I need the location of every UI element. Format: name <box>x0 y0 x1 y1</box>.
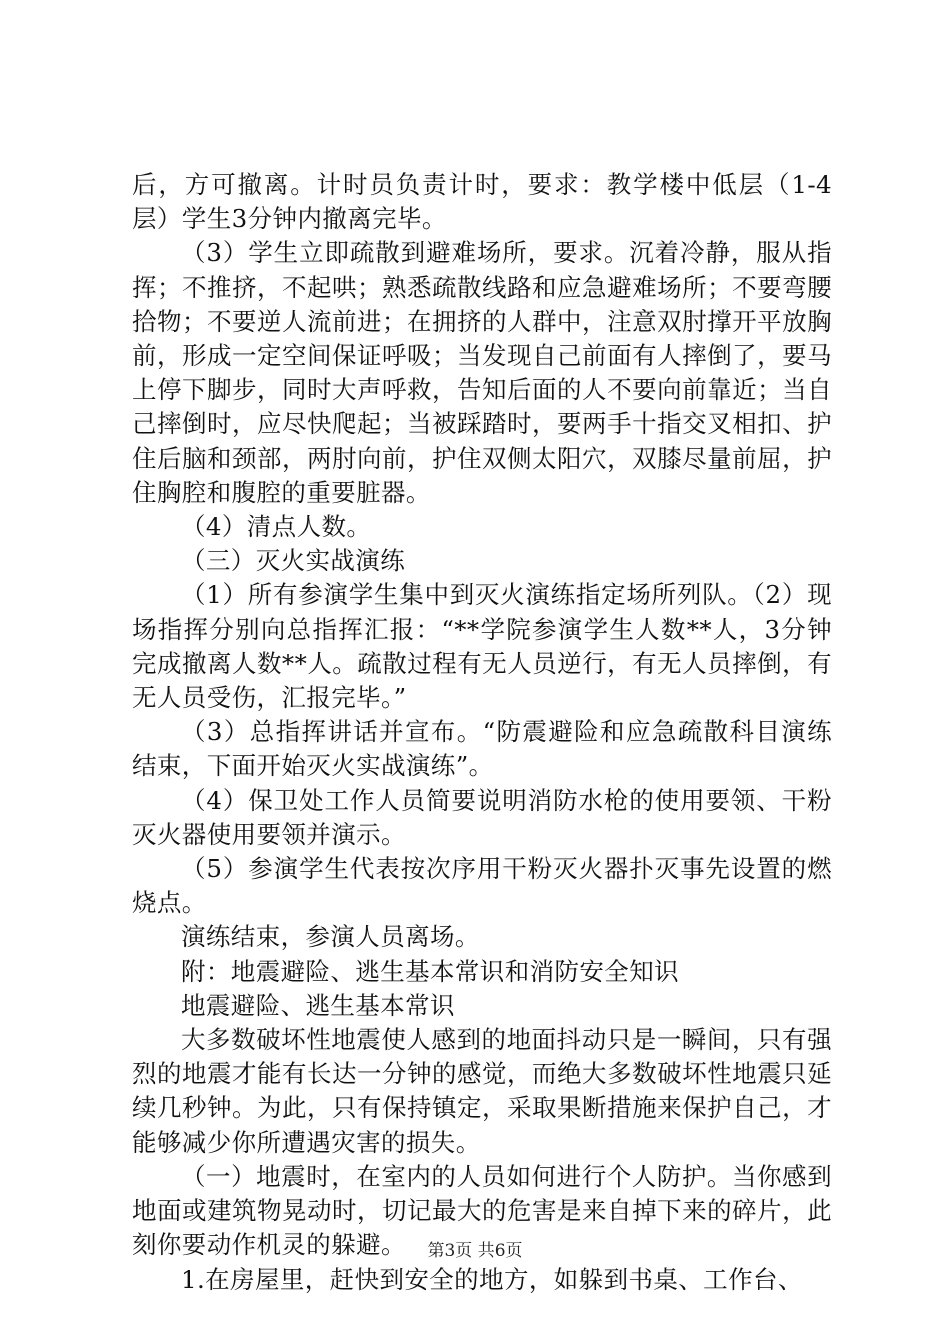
paragraph: 1.在房屋里，赶快到安全的地方，如躲到书桌、工作台、 <box>181 1264 803 1294</box>
paragraph: （1）所有参演学生集中到灭火演练指定场所列队。（2）现场指挥分别向总指挥汇报：“**学院参演学生人数**人，3分钟完成撤离人数**人。疏散过程有无人员逆行，有无人员摔倒，有无人员受伤，汇报完毕。” <box>132 580 832 713</box>
paragraph: （5）参演学生代表按次序用干粉灭火器扑灭事先设置的燃烧点。 <box>132 854 832 918</box>
paragraph: （3）学生立即疏散到避难场所，要求。沉着冷静，服从指挥；不推挤，不起哄；熟悉疏散线路和应急避难场所；不要弯腰拾物；不要逆人流前进；在拥挤的人群中，注意双肘撑开平放胸前，形成一定空间保证呼吸；当发现自己前面有人摔倒了，要马上停下脚步，同时大声呼救，告知后面的人不要向前靠近；当自己摔倒时，应尽快爬起；当被踩踏时，要两手十指交叉相扣、护住后脑和颈部，两肘向前，护住双侧太阳穴，双膝尽量前屈，护住胸腔和腹腔的重要脏器。 <box>132 238 832 507</box>
paragraph: （3）总指挥讲话并宣布。“防震避险和应急疏散科目演练结束，下面开始灭火实战演练”。 <box>132 717 832 781</box>
page-number-footer: 第3页 共6页 <box>427 1241 523 1261</box>
paragraph: （4）清点人数。 <box>181 512 372 542</box>
paragraph: （4）保卫处工作人员简要说明消防水枪的使用要领、干粉灭火器使用要领并演示。 <box>132 785 832 849</box>
paragraph: （一）地震时，在室内的人员如何进行个人防护。当你感到地面或建筑物晃动时，切记最大的危害是来自掉下来的碎片，此刻你要动作机灵的躲避。 <box>132 1161 832 1260</box>
section-heading: （三）灭火实战演练 <box>181 546 406 576</box>
body-text <box>132 168 832 1297</box>
subsection-heading: 地震避险、逃生基本常识 <box>181 990 455 1020</box>
paragraph: 大多数破坏性地震使人感到的地面抖动只是一瞬间，只有强烈的地震才能有长达一分钟的感觉，而绝大多数破坏性地震只延续几秒钟。为此，只有保持镇定，采取果断措施来保护自己，才能够减少你所遭遇灾害的损失。 <box>132 1025 832 1157</box>
paragraph: 后，方可撤离。计时员负责计时，要求：教学楼中低层（1-4层）学生3分钟内撤离完毕。 <box>132 170 832 234</box>
appendix-heading: 附：地震避险、逃生基本常识和消防安全知识 <box>181 956 679 986</box>
paragraph: 演练结束，参演人员离场。 <box>181 922 480 952</box>
